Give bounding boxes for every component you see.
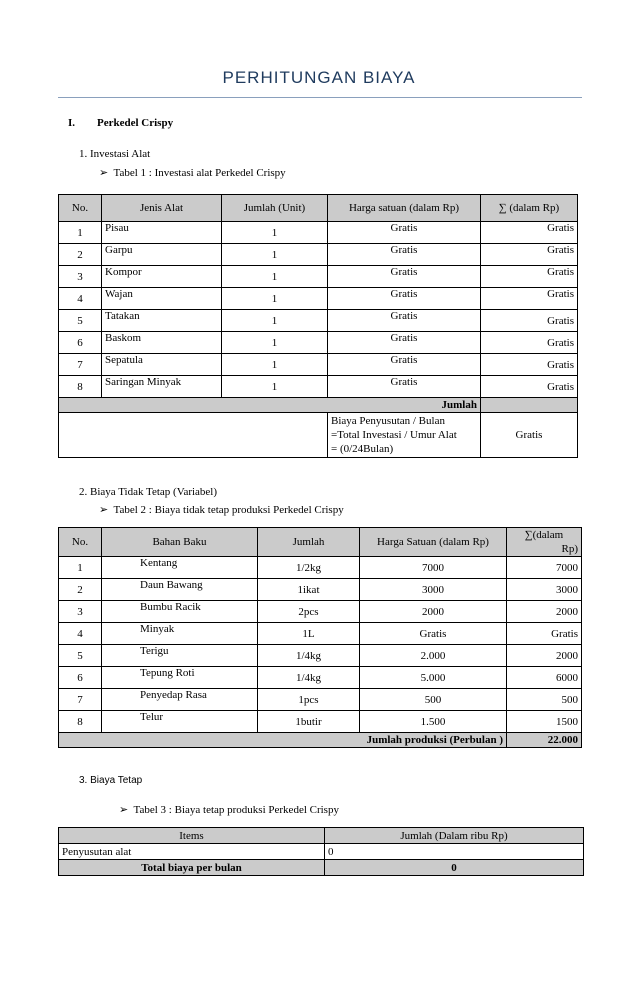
- t1-cell-total: Gratis: [481, 222, 578, 244]
- t3-cell-item: Penyusutan alat: [59, 844, 325, 860]
- t1-header-jumlah: Jumlah (Unit): [222, 195, 328, 222]
- table-row: [59, 667, 582, 689]
- t1-cell-no: 4: [59, 288, 102, 310]
- t1-cell-jenis: Pisau: [102, 222, 222, 244]
- t1-cell-total: Gratis: [481, 288, 578, 310]
- table-row: [59, 844, 584, 860]
- t2-cell-harga: 2000: [360, 601, 507, 623]
- arrow-bullet-icon: ➢: [119, 804, 129, 816]
- t1-cell-total: Gratis: [481, 376, 578, 398]
- t1-penyusutan-row: [59, 413, 578, 458]
- t2-cell-bahan: Daun Bawang: [102, 579, 258, 601]
- t1-cell-harga: Gratis: [328, 376, 481, 398]
- t1-cell-total: Gratis: [481, 354, 578, 376]
- t3-total-value: 0: [325, 860, 584, 876]
- section-number: I.: [68, 117, 76, 129]
- table-row: [59, 244, 578, 266]
- t2-caption-text: Tabel 2 : Biaya tidak tetap produksi Perkedel Crispy: [113, 504, 344, 516]
- t2-cell-total: 3000: [507, 579, 582, 601]
- t2-cell-no: 4: [59, 623, 102, 645]
- t3-caption: [119, 803, 339, 816]
- t1-header-total: ∑ (dalam Rp): [481, 195, 578, 222]
- t2-cell-no: 6: [59, 667, 102, 689]
- t2-cell-jumlah: 1ikat: [258, 579, 360, 601]
- t1-header-row: [59, 195, 578, 222]
- t2-cell-jumlah: 1/4kg: [258, 667, 360, 689]
- table-row: [59, 645, 582, 667]
- arrow-bullet-icon: ➢: [99, 504, 109, 516]
- t1-cell-jenis: Baskom: [102, 332, 222, 354]
- t2-cell-harga: 500: [360, 689, 507, 711]
- table-row: [59, 354, 578, 376]
- t1-penyusutan-line2: =Total Investasi / Umur Alat: [331, 429, 457, 441]
- table-row: [59, 222, 578, 244]
- t1-cell-no: 1: [59, 222, 102, 244]
- t2-cell-harga: 7000: [360, 557, 507, 579]
- table-row: [59, 689, 582, 711]
- t2-cell-jumlah: 1/2kg: [258, 557, 360, 579]
- t1-cell-jumlah: 1: [222, 332, 328, 354]
- t1-header-jenis: Jenis Alat: [102, 195, 222, 222]
- t2-cell-no: 3: [59, 601, 102, 623]
- t1-cell-jumlah: 1: [222, 376, 328, 398]
- t1-cell-jumlah: 1: [222, 244, 328, 266]
- table-row: [59, 266, 578, 288]
- t1-cell-jumlah: 1: [222, 222, 328, 244]
- t2-cell-jumlah: 1pcs: [258, 689, 360, 711]
- t1-caption: [99, 166, 286, 179]
- table-row: [59, 557, 582, 579]
- title-underline: [58, 97, 582, 98]
- t2-cell-jumlah: 1butir: [258, 711, 360, 733]
- t1-penyusutan-line3: = (0/24Bulan): [331, 443, 394, 455]
- table-biaya-tetap: [58, 827, 584, 876]
- t2-cell-bahan: Penyedap Rasa: [102, 689, 258, 711]
- t2-cell-bahan: Tepung Roti: [102, 667, 258, 689]
- t1-cell-total: Gratis: [481, 266, 578, 288]
- t1-cell-total: Gratis: [481, 310, 578, 332]
- t2-cell-harga: 5.000: [360, 667, 507, 689]
- table-biaya-tidak-tetap: [58, 527, 582, 748]
- table-investasi-alat: [58, 194, 578, 458]
- t3-caption-text: Tabel 3 : Biaya tetap produksi Perkedel Crispy: [133, 804, 339, 816]
- t1-cell-total: Gratis: [481, 332, 578, 354]
- t2-heading: 2. Biaya Tidak Tetap (Variabel): [79, 486, 218, 498]
- t1-caption-text: Tabel 1 : Investasi alat Perkedel Crispy: [113, 167, 286, 179]
- t3-cell-value: 0: [325, 844, 584, 860]
- t2-cell-no: 5: [59, 645, 102, 667]
- t2-cell-total: Gratis: [507, 623, 582, 645]
- t1-cell-no: 8: [59, 376, 102, 398]
- t2-cell-harga: 2.000: [360, 645, 507, 667]
- table-row: [59, 579, 582, 601]
- t1-heading: 1. Investasi Alat: [79, 148, 151, 160]
- arrow-bullet-icon: ➢: [99, 167, 109, 179]
- t1-jumlah-label: Jumlah: [59, 398, 481, 413]
- t2-total-value: 22.000: [507, 733, 582, 748]
- t2-header-row: [59, 528, 582, 557]
- t3-heading: 3. Biaya Tetap: [79, 775, 143, 786]
- t1-jumlah-row: [59, 398, 578, 413]
- t1-cell-jenis: Wajan: [102, 288, 222, 310]
- t2-total-row: [59, 733, 582, 748]
- t3-header-row: [59, 828, 584, 844]
- t1-penyusutan-label: [328, 413, 481, 458]
- t2-caption: [99, 503, 344, 516]
- t1-cell-no: 6: [59, 332, 102, 354]
- table-row: [59, 711, 582, 733]
- t2-cell-total: 1500: [507, 711, 582, 733]
- t2-cell-no: 7: [59, 689, 102, 711]
- t2-header-bahan: Bahan Baku: [102, 528, 258, 557]
- t2-cell-total: 2000: [507, 645, 582, 667]
- t2-cell-no: 8: [59, 711, 102, 733]
- t2-header-no: No.: [59, 528, 102, 557]
- table-row: [59, 288, 578, 310]
- t1-cell-jenis: Garpu: [102, 244, 222, 266]
- t2-cell-no: 1: [59, 557, 102, 579]
- t3-header-items: Items: [59, 828, 325, 844]
- page-title: PERHITUNGAN BIAYA: [222, 68, 416, 87]
- t1-penyusutan-spacer: [59, 413, 328, 458]
- t2-header-jumlah: Jumlah: [258, 528, 360, 557]
- section-label: Perkedel Crispy: [97, 117, 174, 129]
- t1-cell-jumlah: 1: [222, 266, 328, 288]
- t1-cell-harga: Gratis: [328, 244, 481, 266]
- table-row: [59, 310, 578, 332]
- t2-cell-bahan: Terigu: [102, 645, 258, 667]
- t2-cell-total: 7000: [507, 557, 582, 579]
- t2-cell-harga: 1.500: [360, 711, 507, 733]
- t1-cell-no: 5: [59, 310, 102, 332]
- t2-header-total-line2: Rp): [561, 543, 578, 555]
- t2-cell-total: 6000: [507, 667, 582, 689]
- t1-cell-harga: Gratis: [328, 332, 481, 354]
- table-row: [59, 376, 578, 398]
- t2-cell-jumlah: 1/4kg: [258, 645, 360, 667]
- t2-cell-no: 2: [59, 579, 102, 601]
- t2-header-total: [507, 528, 582, 557]
- t1-cell-jumlah: 1: [222, 288, 328, 310]
- t2-cell-harga: Gratis: [360, 623, 507, 645]
- t2-cell-total: 2000: [507, 601, 582, 623]
- t2-header-harga: Harga Satuan (dalam Rp): [360, 528, 507, 557]
- t1-cell-jenis: Saringan Minyak: [102, 376, 222, 398]
- t3-total-label: Total biaya per bulan: [59, 860, 325, 876]
- t1-cell-harga: Gratis: [328, 266, 481, 288]
- t1-cell-jenis: Kompor: [102, 266, 222, 288]
- t1-cell-harga: Gratis: [328, 288, 481, 310]
- table-row: [59, 332, 578, 354]
- t2-cell-bahan: Telur: [102, 711, 258, 733]
- t2-cell-bahan: Kentang: [102, 557, 258, 579]
- t1-penyusutan-line1: Biaya Penyusutan / Bulan: [331, 415, 445, 427]
- t1-cell-jumlah: 1: [222, 354, 328, 376]
- t3-header-jumlah: Jumlah (Dalam ribu Rp): [325, 828, 584, 844]
- t1-cell-jenis: Tatakan: [102, 310, 222, 332]
- t1-header-no: No.: [59, 195, 102, 222]
- t2-cell-jumlah: 2pcs: [258, 601, 360, 623]
- t1-cell-total: Gratis: [481, 244, 578, 266]
- t1-cell-jumlah: 1: [222, 310, 328, 332]
- t2-cell-bahan: Bumbu Racik: [102, 601, 258, 623]
- t1-cell-no: 3: [59, 266, 102, 288]
- t1-cell-jenis: Sepatula: [102, 354, 222, 376]
- table-row: [59, 623, 582, 645]
- t1-penyusutan-value: Gratis: [481, 413, 578, 458]
- t2-cell-bahan: Minyak: [102, 623, 258, 645]
- t1-cell-harga: Gratis: [328, 354, 481, 376]
- t1-jumlah-value: [481, 398, 578, 413]
- t2-header-total-line1: ∑(dalam: [524, 529, 564, 541]
- t1-cell-no: 7: [59, 354, 102, 376]
- t2-cell-jumlah: 1L: [258, 623, 360, 645]
- t2-total-label: Jumlah produksi (Perbulan ): [59, 733, 507, 748]
- t1-cell-harga: Gratis: [328, 310, 481, 332]
- t3-total-row: [59, 860, 584, 876]
- t1-cell-harga: Gratis: [328, 222, 481, 244]
- t2-cell-total: 500: [507, 689, 582, 711]
- t2-cell-harga: 3000: [360, 579, 507, 601]
- t1-header-harga: Harga satuan (dalam Rp): [328, 195, 481, 222]
- table-row: [59, 601, 582, 623]
- t1-cell-no: 2: [59, 244, 102, 266]
